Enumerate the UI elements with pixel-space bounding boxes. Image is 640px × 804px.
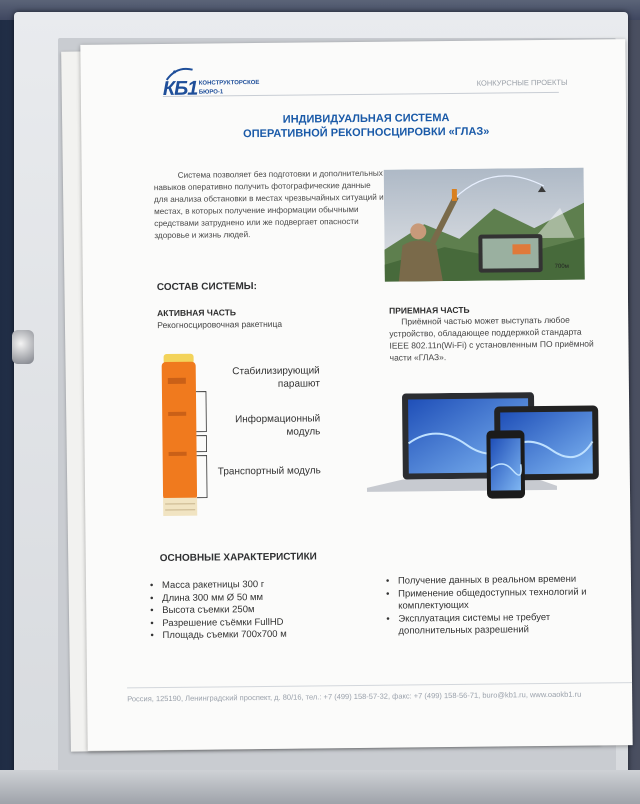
composition-heading: СОСТАВ СИСТЕМЫ: <box>156 281 257 294</box>
title-line-2: ОПЕРАТИВНОЙ РЕКОГНОСЦИРОВКИ «ГЛАЗ» <box>243 125 490 141</box>
stand-base <box>0 770 640 804</box>
spec-item: • Применение общедоступных технологий и комплектующих <box>386 586 618 613</box>
active-part-subtitle: Рекогносцировочная ракетница <box>157 318 283 331</box>
footer-contacts: Россия, 125190, Ленинградский проспект, д. 80/16, тел.: +7 (499) 158-57-32, факс: +7 (499) 158-56-71, buro@kb1.ru, www.oaokb1.ru <box>127 689 582 704</box>
specs-heading: ОСНОВНЫЕ ХАРАКТЕРИСТИКИ <box>159 551 317 565</box>
specs-list-right <box>386 573 619 638</box>
spec-item: • Высота съемки 250м <box>150 603 330 617</box>
logo-line-2: БЮРО-1 <box>198 89 224 96</box>
receiving-part-heading: ПРИЕМНАЯ ЧАСТЬ <box>389 304 470 316</box>
receiving-devices-illustration <box>346 391 607 514</box>
company-logo <box>162 65 260 106</box>
header-section-label: КОНКУРСНЫЕ ПРОЕКТЫ <box>476 77 568 88</box>
logo-abbreviation: КБ1 <box>162 77 198 101</box>
spec-item: • Получение данных в реальном времени <box>386 573 618 588</box>
poster-title <box>221 110 511 141</box>
logo-line-1: КОНСТРУКТОРСКОЕ <box>198 79 260 87</box>
usage-photo <box>384 168 585 282</box>
active-part-heading: АКТИВНАЯ ЧАСТЬ <box>157 307 237 319</box>
poster-sheet <box>80 39 632 751</box>
spec-item: • Площадь съемки 700х700 м <box>150 628 330 642</box>
footer-divider <box>127 682 632 688</box>
stand-clip <box>12 330 34 364</box>
module-label-information: Информационный модуль <box>234 413 321 438</box>
intro-paragraph: Система позволяет без подготовки и дополнительных навыков оперативно получить фотографические данные для анализа обстановки в местах чрезвычайных ситуаций и местах, в которых получение информации обычными средствами затруднено или же подвергает опасности здоровье и жизнь людей. <box>153 168 384 241</box>
module-label-parachute: Стабилизирующий парашют <box>232 365 320 390</box>
receiving-part-text: Приёмной частью может выступать любое устройство, обладающее поддержкой стандарта IEEE 802.11n(Wi-Fi) с установленным ПО приёмной части «ГЛАЗ». <box>389 314 594 363</box>
spec-item: • Разрешение съёмки FullHD <box>150 616 330 630</box>
photo-distance-label: 700м <box>554 263 569 270</box>
title-line-1: ИНДИВИДУАЛЬНАЯ СИСТЕМА <box>282 112 450 126</box>
spec-item: • Масса ракетницы 300 г <box>150 578 330 592</box>
spec-item: • Длина 300 мм Ø 50 мм <box>150 591 330 605</box>
spec-item: • Эксплуатация системы не требует дополнительных разрешений <box>386 611 618 638</box>
specs-list-left <box>150 578 331 642</box>
module-label-transport: Транспортный модуль <box>217 465 321 478</box>
